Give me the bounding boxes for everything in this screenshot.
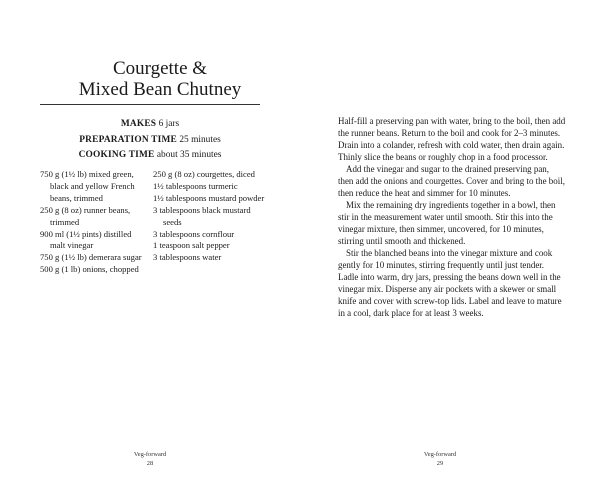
prep-time-label: PREPARATION TIME xyxy=(79,134,177,145)
right-page xyxy=(300,0,600,481)
page-number: 29 xyxy=(436,460,444,467)
cook-time-label: COOKING TIME xyxy=(78,150,155,160)
running-footer-section: Veg-forward xyxy=(133,451,167,458)
method-paragraph: Add the vinegar and sugar to the drained preserving pan, then add the onions and courgettes. Cover and bring to the boil, then reduce the heat and simmer for 10 minutes. xyxy=(338,164,565,198)
ingredient-item: 250 g (8 oz) runner beans, trimmed xyxy=(40,204,131,227)
recipe-title xyxy=(60,58,260,100)
recipe-title-line-1: Courgette & xyxy=(112,58,208,79)
ingredient-item: 900 ml (1½ pints) distilled malt vinegar xyxy=(40,228,132,251)
ingredient-item: 1½ tablespoons mustard powder xyxy=(153,192,265,203)
ingredients-column-2 xyxy=(153,169,265,264)
ingredient-item: 1½ tablespoons turmeric xyxy=(153,180,238,191)
ingredient-item: 750 g (1½ lb) mixed green, black and yellow French beans, trimmed xyxy=(40,169,135,203)
ingredient-item: 1 teaspoon salt pepper xyxy=(153,240,230,251)
makes-line xyxy=(40,117,260,133)
recipe-title-line-2: Mixed Bean Chutney xyxy=(78,79,242,100)
ingredient-item: 3 tablespoons cornflour xyxy=(153,228,235,239)
page-number: 28 xyxy=(146,460,154,467)
method-text xyxy=(338,115,566,319)
method-paragraph: Half-fill a preserving pan with water, bring to the boil, then add the runner beans. Return to the boil and cook for 2–3 minutes. Drain into a colander, refresh with cold water, then drain again. Thinly slice the beans or roughly chop in a food processor. xyxy=(338,116,566,162)
ingredient-item: 3 tablespoons water xyxy=(153,252,222,263)
ingredient-item: 750 g (1½ lb) demerara sugar xyxy=(40,252,142,263)
running-footer-section: Veg-forward xyxy=(423,451,457,458)
prep-time-line xyxy=(40,133,260,149)
recipe-meta xyxy=(40,117,260,164)
method-paragraph: Stir the blanched beans into the vinegar mixture and cook gently for 10 minutes, stirring frequently until just tender. Ladle into warm, dry jars, pressing the beans down well in the vinegar mix. Disperse any air pockets with a skewer or small knife and cover with screw-top lids. Label and leave to mature in a cool, dark place for at least 3 weeks. xyxy=(338,248,562,318)
ingredient-item: 250 g (8 oz) courgettes, diced xyxy=(153,169,255,179)
left-page-footer xyxy=(100,450,200,468)
prep-time-value: 25 minutes xyxy=(179,134,221,145)
makes-label: MAKES xyxy=(120,119,157,129)
right-page-footer xyxy=(390,450,490,468)
ingredient-item: 3 tablespoons black mustard seeds xyxy=(153,204,251,227)
method-paragraph: Mix the remaining dry ingredients together in a bowl, then stir in the measurement water until smooth. Stir this into the vinegar mixture, then simmer, uncovered, for 10 minutes, stirring until smooth and thickened. xyxy=(338,200,556,246)
cook-time-line xyxy=(40,148,260,164)
title-divider xyxy=(40,104,260,105)
makes-value: 6 jars xyxy=(158,119,180,129)
ingredient-item: 500 g (1 lb) onions, chopped xyxy=(40,264,139,275)
ingredients-column-1 xyxy=(40,169,144,276)
cook-time-value: about 35 minutes xyxy=(156,150,222,160)
